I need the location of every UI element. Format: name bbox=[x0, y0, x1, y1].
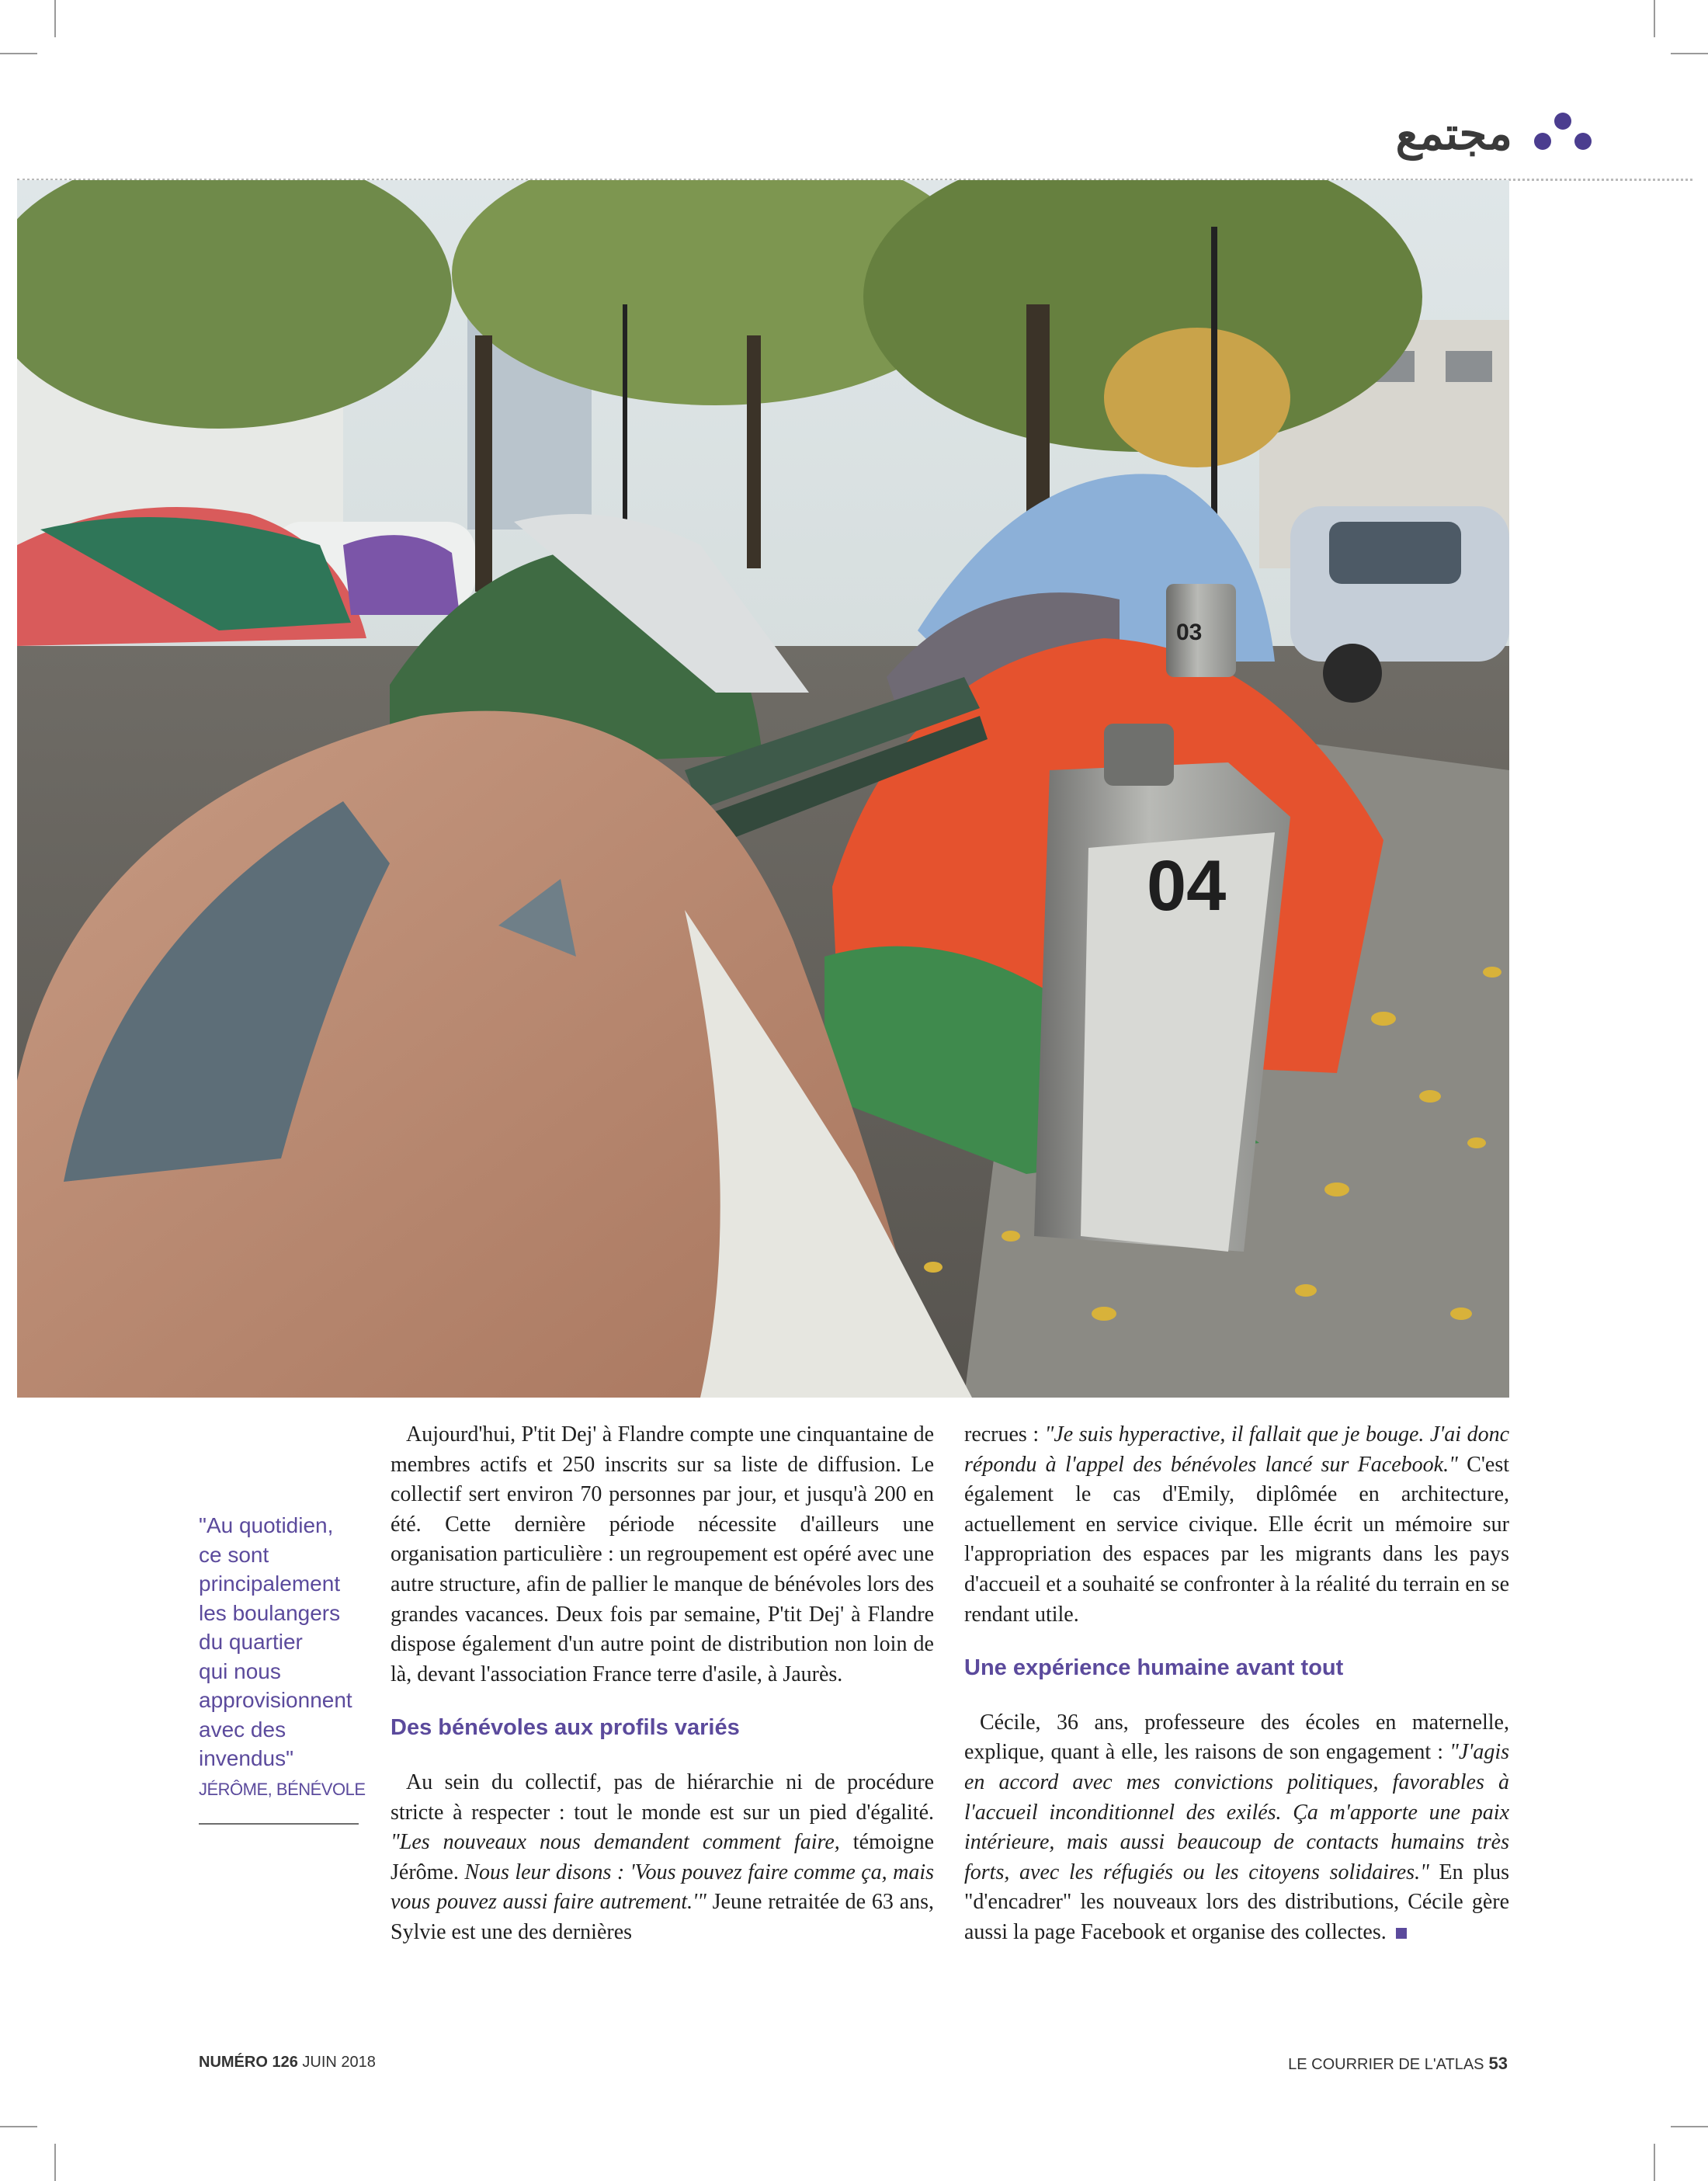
magazine-name: LE COURRIER DE L'ATLAS bbox=[1288, 2056, 1484, 2073]
paragraph-text: recrues : bbox=[964, 1422, 1045, 1446]
crop-mark bbox=[1654, 0, 1655, 37]
issue-date: JUIN 2018 bbox=[302, 2054, 376, 2071]
crop-mark bbox=[54, 0, 56, 37]
paragraph-text: témoigne Jérôme. bbox=[391, 1830, 934, 1884]
section-dots-icon bbox=[1534, 113, 1592, 155]
section-header bbox=[1396, 107, 1592, 160]
quote-text: "Les nouveaux nous demandent comment faire, bbox=[391, 1830, 840, 1855]
crop-mark bbox=[0, 53, 37, 54]
crop-mark bbox=[1654, 2144, 1655, 2181]
pull-quote-line: approvisionnent bbox=[199, 1688, 352, 1712]
end-mark-icon bbox=[1396, 1928, 1407, 1939]
pull-quote-line: "Au quotidien, bbox=[199, 1513, 334, 1537]
pull-quote-line: avec des bbox=[199, 1717, 286, 1742]
quote-text: "J'agis en accord avec mes convictions politiques, favorables à l'accueil inconditionnel des exilés. Ça m'apporte une paix intérieure, mais aussi beaucoup de contacts humains très forts, avec les réfugiés ou les citoyens solidaires." bbox=[964, 1740, 1509, 1884]
subheading: Une expérience humaine avant tout bbox=[964, 1655, 1344, 1681]
photo-illustration bbox=[17, 180, 1509, 1398]
crop-mark bbox=[54, 2144, 56, 2181]
pull-quote-line: du quartier bbox=[199, 1630, 303, 1654]
paragraph-text: Cécile, 36 ans, professeure des écoles en maternelle, explique, quant à elle, les raisons de son engagement : bbox=[964, 1710, 1509, 1765]
section-title: مجتمع bbox=[1395, 107, 1512, 160]
paragraph-text: Jeune retraitée de 63 ans, Sylvie est une des dernières bbox=[391, 1890, 934, 1944]
pull-quote-rule bbox=[199, 1823, 359, 1825]
pull-quote-line: principalement bbox=[199, 1572, 341, 1596]
quote-text: "Je suis hyperactive, il fallait que je bouge. J'ai donc répondu à l'appel des bénévoles lancé sur Facebook." bbox=[964, 1422, 1510, 1477]
bollard-back-number: 03 bbox=[1176, 620, 1203, 645]
crop-mark bbox=[1671, 53, 1708, 54]
bollard-front-number: 04 bbox=[1147, 846, 1227, 926]
paragraph bbox=[964, 1420, 1509, 1630]
subheading: Des bénévoles aux profils variés bbox=[391, 1715, 740, 1741]
pull-quote bbox=[199, 1511, 370, 1800]
article-column-1 bbox=[391, 1420, 934, 1948]
tent-camp-photo bbox=[17, 180, 1509, 1398]
footer-issue bbox=[199, 2054, 376, 2072]
crop-mark bbox=[1671, 2126, 1708, 2127]
page-number: 53 bbox=[1488, 2054, 1508, 2073]
paragraph-text: Au sein du collectif, pas de hiérarchie ni de procédure stricte à respecter : tout le monde est sur un pied d'égalité. bbox=[391, 1769, 934, 1825]
paragraph: Aujourd'hui, P'tit Dej' à Flandre compte une cinquantaine de membres actifs et 250 inscrits sur sa liste de diffusion. Le collectif sert environ 70 personnes par jour, et jusqu'à 200 en été. Cette dernière période nécessite d'ailleurs une organisation particulière : un regroupement est opéré avec une autre structure, afin de pallier le manque de bénévoles lors des grandes vacances. Deux fois par semaine, P'tit Dej' à Flandre dispose également d'un autre point de distribution non loin de là, devant l'association France terre d'asile, à Jaurès. bbox=[391, 1422, 934, 1686]
pull-quote-line: ce sont bbox=[199, 1542, 269, 1567]
paragraph bbox=[964, 1708, 1509, 1948]
pull-quote-text bbox=[199, 1511, 370, 1773]
pull-quote-line: qui nous bbox=[199, 1658, 281, 1683]
paragraph-text: C'est également le cas d'Emily, diplômée en architecture, actuellement en service civique. Elle écrit un mémoire sur l'appropriation des espaces par les migrants dans les pays d'accueil et a souhaité se confronter à la réalité du terrain en se rendant utile. bbox=[964, 1452, 1509, 1627]
footer-magazine bbox=[1288, 2054, 1508, 2074]
paragraph bbox=[391, 1768, 934, 1948]
article-column-2 bbox=[964, 1420, 1509, 1948]
pull-quote-line: les boulangers bbox=[199, 1600, 341, 1625]
pull-quote-line: invendus" bbox=[199, 1746, 294, 1770]
pull-quote-attribution: JÉRÔME, BÉNÉVOLE bbox=[199, 1779, 366, 1799]
quote-text: Nous leur disons : 'Vous pouvez faire comme ça, mais vous pouvez aussi faire autrement.'" bbox=[391, 1860, 934, 1915]
paragraph-text: En plus "d'encadrer" les nouveaux lors des distributions, Cécile gère aussi la page Facebook et organise des collectes. bbox=[964, 1860, 1509, 1944]
issue-number: NUMÉRO 126 bbox=[199, 2054, 298, 2071]
crop-mark bbox=[0, 2126, 37, 2127]
